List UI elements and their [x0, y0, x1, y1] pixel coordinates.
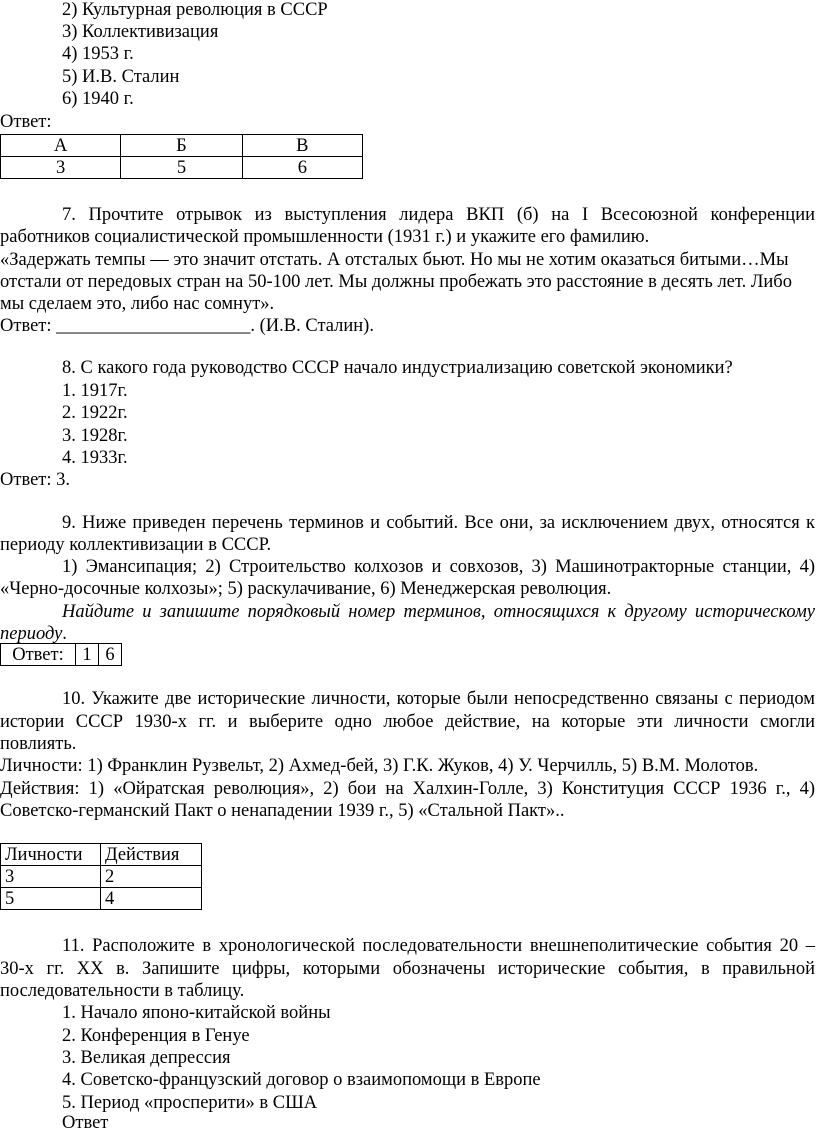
- q8-option: 1. 1917г.: [62, 381, 128, 401]
- q8-option: 4. 1933г.: [62, 448, 128, 468]
- q11-option: 5. Период «просперити» в США: [62, 1093, 318, 1113]
- table-cell: 6: [242, 157, 362, 179]
- q7-question: работников социалистической промышленности (1931 г.) и укажите его фамилию.: [0, 227, 650, 247]
- q7-quote: «Задержать темпы — это значит отстать. А отсталых бьют. Но мы не хотим оказаться битыми…Мы: [0, 250, 789, 270]
- q11-option: 1. Начало японо-китайской войны: [62, 1003, 331, 1023]
- q9-task-italic: периоду: [0, 624, 63, 644]
- q9-question: периоду коллективизации в СССР.: [0, 535, 272, 555]
- q10-question: истории СССР 1930-х гг. и выберите одно любое действие, на которые эти личности смогли: [0, 712, 815, 732]
- q10-question: 10. Укажите две исторические личности, которые были непосредственно связаны с периодом: [62, 689, 815, 709]
- q11-question: 11. Расположите в хронологической последовательности внешнеполитические события 20 –: [62, 936, 815, 956]
- q9-task-period: .: [62, 624, 67, 644]
- q7-quote: отстали от передовых стран на 50-100 лет. Мы должны пробежать это расстояние в десять лет. Либо: [0, 272, 792, 292]
- q11-answer-label: Ответ: [62, 1113, 109, 1133]
- q9-terms: 1) Эмансипация; 2) Строительство колхозов и совхозов, 3) Машинотракторные станции, 4): [62, 557, 815, 577]
- q10-answer-table: [0, 843, 202, 910]
- q8-answer: Ответ: 3.: [0, 470, 71, 490]
- q11-option: 3. Великая депрессия: [62, 1048, 231, 1068]
- q6-answer-table: [0, 134, 363, 179]
- q11-question: 30-х гг. XX в. Запишите цифры, которыми обозначены исторические события, в правильной: [0, 959, 815, 979]
- table-cell: 5: [121, 157, 242, 179]
- q11-option: 2. Конференция в Генуе: [62, 1026, 250, 1046]
- q11-question: последовательности в таблицу.: [0, 981, 245, 1001]
- q7-quote: мы сделаем это, либо нас сомнут».: [0, 294, 275, 314]
- table-cell: 2: [101, 866, 202, 888]
- q6-option: 4) 1953 г.: [62, 44, 134, 64]
- q6-option: 6) 1940 г.: [62, 89, 134, 109]
- q8-question: 8. С какого года руководство СССР начало индустриализацию советской экономики?: [62, 358, 733, 378]
- table-cell: 3: [1, 157, 121, 179]
- q10-question: повлиять.: [0, 734, 77, 754]
- table-cell: 5: [1, 888, 101, 910]
- table-header-cell: В: [242, 135, 362, 157]
- q6-option: 2) Культурная революция в СССР: [62, 0, 328, 20]
- q7-answer: Ответ: _____________________. (И.В. Сталин).: [0, 316, 374, 336]
- q8-option: 2. 1922г.: [62, 403, 128, 423]
- answer-cell: 1: [76, 644, 99, 666]
- q9-terms: «Черно-досочные колхозы»; 5) раскулачивание, 6) Менеджерская революция.: [0, 579, 612, 599]
- q8-option: 3. 1928г.: [62, 426, 128, 446]
- q9-task: Найдите и запишите порядковый номер терминов, относящихся к другому историческому: [62, 602, 815, 622]
- table-header-cell: Личности: [1, 844, 101, 866]
- q10-actions: Советско-германский Пакт о ненападении 1939 г., 5) «Стальной Пакт»..: [0, 801, 565, 821]
- q6-option: 5) И.В. Сталин: [62, 67, 180, 87]
- table-header-cell: Б: [121, 135, 242, 157]
- table-cell: 3: [1, 866, 101, 888]
- q7-question: 7. Прочтите отрывок из выступления лидера ВКП (б) на I Всесоюзной конференции: [62, 205, 815, 225]
- table-header-cell: А: [1, 135, 121, 157]
- q6-option: 3) Коллективизация: [62, 22, 219, 42]
- q9-question: 9. Ниже приведен перечень терминов и событий. Все они, за исключением двух, относятся к: [62, 513, 815, 533]
- answer-cell: 6: [99, 644, 122, 666]
- table-cell: 4: [101, 888, 202, 910]
- q10-actions: Действия: 1) «Ойратская революция», 2) бои на Халхин-Голле, 3) Конституция СССР 1936 г., 4): [0, 779, 815, 799]
- q10-persons: Личности: 1) Франклин Рузвельт, 2) Ахмед-бей, 3) Г.К. Жуков, 4) У. Черчилль, 5) В.М. Молотов.: [0, 756, 759, 776]
- q11-option: 4. Советско-французский договор о взаимопомощи в Европе: [62, 1070, 541, 1090]
- q6-answer-label: Ответ:: [0, 112, 52, 132]
- answer-label-cell: Ответ:: [1, 644, 76, 666]
- q9-answer-table: [0, 643, 122, 666]
- table-header-cell: Действия: [101, 844, 202, 866]
